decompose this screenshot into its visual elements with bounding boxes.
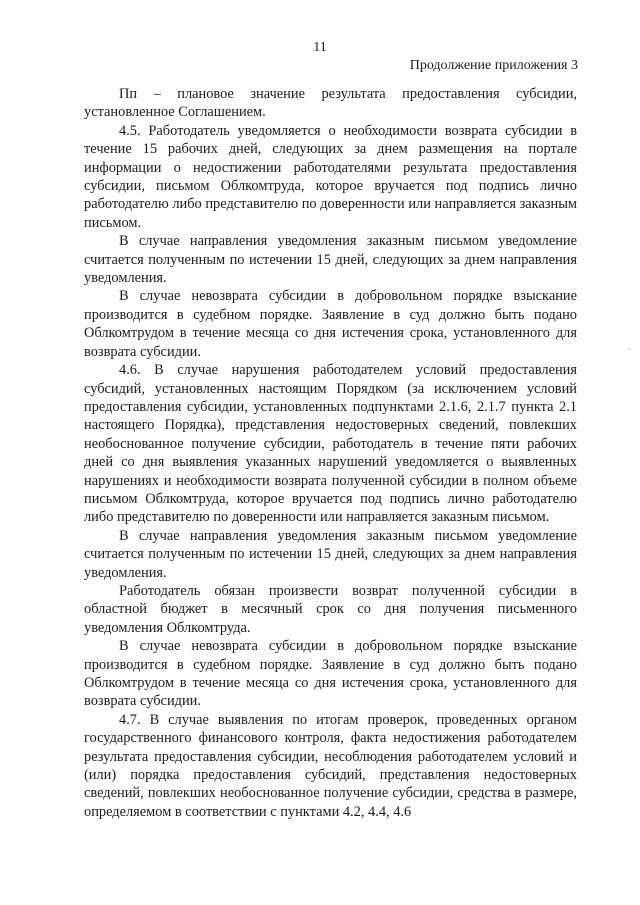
paragraph-refund-obligation: Работодатель обязан произвести возврат полученной субсидии в областной бюджет в месячный срок со дня получения письменного уведомления Облкомтруда. xyxy=(84,582,577,636)
paragraph-clause-4-5: 4.5. Работодатель уведомляется о необходимости возврата субсидии в течение 15 рабочих дней, следующих за днем размещения на портале информации о недостижении работодателями результата предоставления субсидии, письмом Облкомтруда, которое вручается под подпись лично работодателю либо представителю по доверенности или направляется заказным письмом. xyxy=(84,122,577,231)
appendix-continuation-note: Продолжение приложения 3 xyxy=(409,58,578,73)
document-body xyxy=(84,85,577,821)
paragraph-clause-4-7: 4.7. В случае выявления по итогам проверок, проведенных органом государственного финансового контроля, факта недостижения работодателем результата предоставления субсидии, несоблюдения работодателем условий и (или) порядка предоставления субсидий, представления недостоверных сведений, повлекших необоснованное получение субсидии, средства в размере, определяемом в соответствии с пунктами 4.2, 4.4, 4.6 xyxy=(84,711,577,820)
paragraph-court-recovery: В случае невозврата субсидии в добровольном порядке взыскание производится в судебном порядке. Заявление в суд должно быть подано Облкомтрудом в течение месяца со дня истечения срока, установленного для возврата субсидии. xyxy=(84,288,577,360)
paragraph-registered-mail-notice: В случае направления уведомления заказным письмом уведомление считается полученным по истечении 15 дней, следующих за днем направления уведомления. xyxy=(84,527,577,581)
page-number: 11 xyxy=(313,40,327,55)
paragraph-clause-4-6: 4.6. В случае нарушения работодателем условий предоставления субсидий, установленных настоящим Порядком (за исключением условий предоставления субсидии, установленных подпунктами 2.1.6, 2.1.7 пункта 2.1 настоящего Порядка), представления недостоверных сведений, повлекших необоснованное получение субсидии, работодатель в течение пяти рабочих дней со дня выявления указанных нарушений уведомляется о выявленных нарушениях и необходимости возврата полученной субсидии в полном объеме письмом Облкомтруда, которое вручается под подпись лично работодателю либо представителю по доверенности или направляется заказным письмом. xyxy=(84,362,577,526)
paragraph-court-recovery: В случае невозврата субсидии в добровольном порядке взыскание производится в судебном порядке. Заявление в суд должно быть подано Облкомтрудом в течение месяца со дня истечения срока, установленного для возврата субсидии. xyxy=(84,638,577,710)
paragraph-formula-legend: Пп – плановое значение результата предоставления субсидии, установленное Соглашением. xyxy=(84,86,577,121)
paragraph-registered-mail-notice: В случае направления уведомления заказным письмом уведомление считается полученным по истечении 15 дней, следующих за днем направления уведомления. xyxy=(84,233,577,287)
scan-speck xyxy=(628,348,630,350)
